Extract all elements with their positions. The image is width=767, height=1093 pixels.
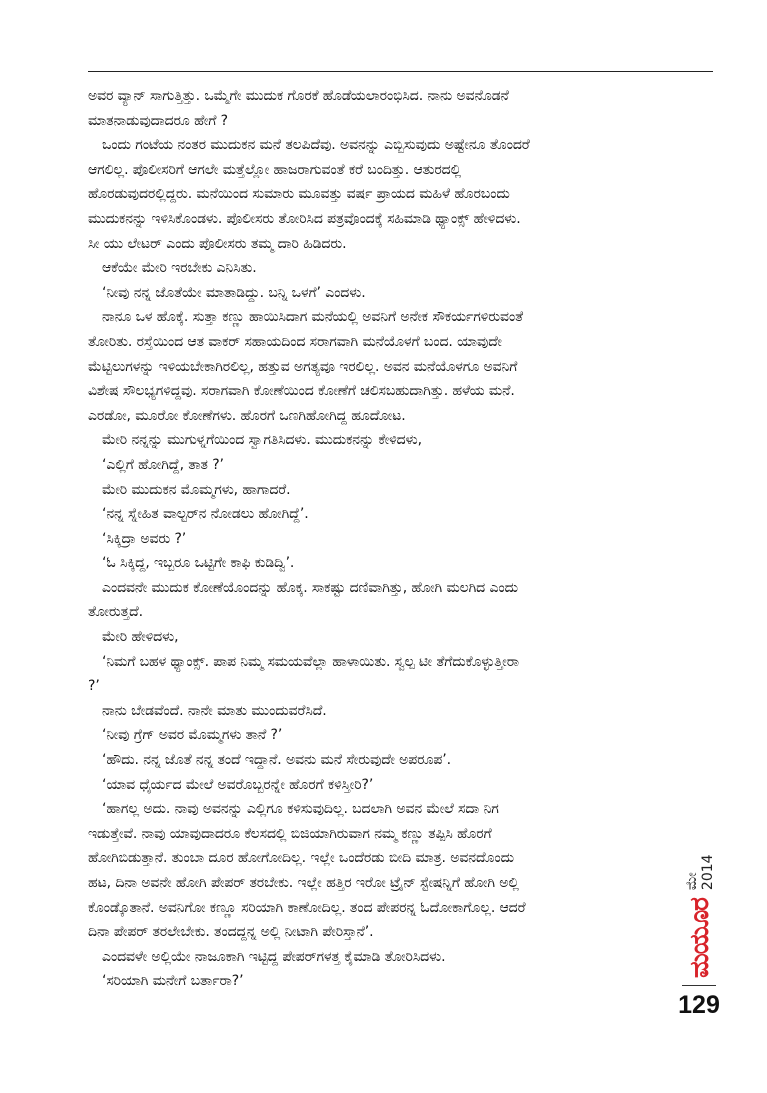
text-line: ?’ (88, 678, 100, 695)
text-line: ಕೊಂಡ್ಕೊತಾನೆ. ಅವನಿಗೋ ಕಣ್ಣೂ ಸರಿಯಾಗಿ ಕಾಣೋದಿಲ್ಲ. ತಂದ ಪೇಪರನ್ನ ಓದೋಕಾಗೊಲ್ಲ. ಆದರೆ (88, 899, 526, 916)
text-line: ಒಂದು ಗಂಟೆಯ ನಂತರ ಮುದುಕನ ಮನೆ ತಲಪಿದೆವು. ಅವನನ್ನು ಎಬ್ಬಿಸುವುದು ಅಷ್ಟೇನೂ ತೊಂದರೆ (102, 137, 530, 154)
text-line: ಮುದುಕನನ್ನು ಇಳಿಸಿಕೊಂಡಳು. ಪೊಲೀಸರು ತೋರಿಸಿದ ಪತ್ರವೊಂದಕ್ಕೆ ಸಹಿಮಾಡಿ ಥ್ಯಾಂಕ್ಸ್ ಹೇಳಿದಳು. (88, 210, 521, 227)
text-line: ‘ಎಲ್ಲಿಗೆ ಹೋಗಿದ್ದೆ, ತಾತ ?’ (102, 456, 224, 473)
text-line: ‘ಹಾಗಲ್ಲ ಅದು. ನಾವು ಅವನನ್ನು ಎಲ್ಲಿಗೂ ಕಳಿಸುವುದಿಲ್ಲ. ಬದಲಾಗಿ ಅವನ ಮೇಲೆ ಸದಾ ನಿಗ (102, 801, 499, 818)
text-line: ಮೇರಿ ನನ್ನನ್ನು ಮುಗುಳ್ನಗೆಯಿಂದ ಸ್ವಾಗತಿಸಿದಳು. ಮುದುಕನನ್ನು ಕೇಳಿದಳು, (102, 432, 422, 449)
issue-date: ಮೇ 2014 (684, 854, 716, 891)
page-number: 129 (678, 991, 720, 1019)
header-rule (88, 71, 713, 72)
article-body (88, 84, 676, 994)
text-line: ಎಂದವಳೇ ಅಲ್ಲಿಯೇ ನಾಜೂಕಾಗಿ ಇಟ್ಟಿದ್ದ ಪೇಪರ್‌ಗಳತ್ತ ಕೈಮಾಡಿ ತೋರಿಸಿದಳು. (102, 948, 446, 965)
text-line: ತೋರಿತು. ರಸ್ತೆಯಿಂದ ಆತ ವಾಕರ್ ಸಹಾಯದಿಂದ ಸರಾಗವಾಗಿ ಮನೆಯೊಳಗೆ ಬಂದ. ಯಾವುದೇ (88, 333, 502, 350)
page-number-rule (682, 985, 716, 986)
text-line: ‘ಓ ಸಿಕ್ಕಿದ್ದ, ಇಬ್ಬರೂ ಒಟ್ಟಿಗೇ ಕಾಫಿ ಕುಡಿದ್ವಿ’. (102, 555, 295, 572)
text-line: ಆಗಲಿಲ್ಲ. ಪೊಲೀಸರಿಗೆ ಆಗಲೇ ಮತ್ತೆಲ್ಲೋ ಹಾಜರಾಗುವಂತೆ ಕರೆ ಬಂದಿತ್ತು. ಆತುರದಲ್ಲಿ (88, 161, 462, 178)
text-line: ಎಂದವನೇ ಮುದುಕ ಕೋಣೆಯೊಂದನ್ನು ಹೊಕ್ಕ. ಸಾಕಷ್ಟು ದಣಿವಾಗಿತ್ತು, ಹೋಗಿ ಮಲಗಿದ ಎಂದು (102, 579, 518, 596)
text-line: ‘ನೀವು ನನ್ನ ಜೊತೆಯೇ ಮಾತಾಡಿದ್ದು. ಬನ್ನಿ ಒಳಗೆ’ ಎಂದಳು. (102, 284, 366, 301)
text-line: ಹೊರಡುವುದರಲ್ಲಿದ್ದರು. ಮನೆಯಿಂದ ಸುಮಾರು ಮೂವತ್ತು ವರ್ಷ ಪ್ರಾಯದ ಮಹಿಳೆ ಹೊರಬಂದು (88, 186, 510, 203)
text-line: ‘ಹೌದು. ನನ್ನ ಜೊತೆ ನನ್ನ ತಂದೆ ಇದ್ದಾನೆ. ಅವನು ಮನೆ ಸೇರುವುದೇ ಅಪರೂಪ’. (102, 752, 451, 769)
text-line: ಹಟ, ದಿನಾ ಅವನೇ ಹೋಗಿ ಪೇಪರ್ ತರಬೇಕು. ಇಲ್ಲೇ ಹತ್ತಿರ ಇರೋ ಟ್ರೈನ್ ಸ್ಟೇಷನ್ನಿಗೆ ಹೋಗಿ ಅಲ್ಲಿ (88, 875, 519, 891)
text-line: ಮೆಟ್ಟಿಲುಗಳನ್ನು ಇಳಿಯಬೇಕಾಗಿರಲಿಲ್ಲ, ಹತ್ತುವ ಅಗತ್ಯವೂ ಇರಲಿಲ್ಲ. ಅವನ ಮನೆಯೊಳಗೂ ಅವನಿಗೆ (88, 358, 518, 375)
text-line: ಹೋಗಿಬಿಡುತ್ತಾನೆ. ತುಂಬಾ ದೂರ ಹೋಗೋದಿಲ್ಲ. ಇಲ್ಲೇ ಒಂದೆರಡು ಬೀದಿ ಮಾತ್ರ. ಅವನದೊಂದು (88, 850, 514, 867)
text-line: ‘ಯಾವ ಧೈರ್ಯದ ಮೇಲೆ ಅವರೊಬ್ಬರನ್ನೇ ಹೊರಗೆ ಕಳಿಸ್ತೀರಿ?’ (102, 776, 374, 793)
text-line: ಎರಡೋ, ಮೂರೋ ಕೋಣೆಗಳು. ಹೊರಗೆ ಒಣಗಿಹೋಗಿದ್ದ ಹೂದೋಟ. (88, 407, 406, 424)
text-line: ‘ನನ್ನ ಸ್ನೇಹಿತ ವಾಲ್ಟರ್‌ನ ನೋಡಲು ಹೋಗಿದ್ದೆ’. (102, 506, 309, 523)
text-line: ಮೇರಿ ಹೇಳಿದಳು, (102, 629, 179, 646)
text-line: ‘ಸರಿಯಾಗಿ ಮನೇಗೆ ಬರ್ತಾರಾ?’ (102, 973, 244, 990)
text-line: ಮಾತನಾಡುವುದಾದರೂ ಹೇಗೆ ? (88, 112, 229, 129)
magazine-logo: ಮಯೂರ (685, 898, 715, 978)
text-line: ಮೇರಿ ಮುದುಕನ ಮೊಮ್ಮಗಳು, ಹಾಗಾದರೆ. (102, 481, 291, 498)
text-line: ಇಡುತ್ತೇವೆ. ನಾವು ಯಾವುದಾದರೂ ಕೆಲಸದಲ್ಲಿ ಬಿಜಿಯಾಗಿರುವಾಗ ನಮ್ಮ ಕಣ್ಣು ತಪ್ಪಿಸಿ ಹೊರಗೆ (88, 825, 492, 842)
magazine-sidebar (686, 836, 714, 980)
text-line: ‘ನೀವು ಗ್ರೆಗ್ ಅವರ ಮೊಮ್ಮಗಳು ತಾನೆ ?’ (102, 727, 283, 744)
text-line: ನಾನೂ ಒಳ ಹೊಕ್ಕೆ. ಸುತ್ತಾ ಕಣ್ಣು ಹಾಯಿಸಿದಾಗ ಮನೆಯಲ್ಲಿ ಅವನಿಗೆ ಅನೇಕ ಸೌಕರ್ಯಗಳಿರುವಂತೆ (102, 309, 523, 326)
text-line: ‘ಸಿಕ್ಕಿದ್ರಾ ಅವರು ?’ (102, 530, 187, 547)
text-line: ದಿನಾ ಪೇಪರ್ ತರಲೇಬೇಕು. ತಂದದ್ದನ್ನ ಅಲ್ಲಿ ನೀಟಾಗಿ ಪೇರಿಸ್ತಾನೆ’. (88, 924, 374, 941)
text-line: ಸೀ ಯು ಲೇಟರ್ ಎಂದು ಪೊಲೀಸರು ತಮ್ಮ ದಾರಿ ಹಿಡಿದರು. (88, 235, 347, 252)
text-line: ತೋರುತ್ತದೆ. (88, 604, 143, 621)
text-line: ‘ನಿಮಗೆ ಬಹಳ ಥ್ಯಾಂಕ್ಸ್. ಪಾಪ ನಿಮ್ಮ ಸಮಯವೆಲ್ಲಾ ಹಾಳಾಯಿತು. ಸ್ವಲ್ಪ ಟೀ ತೆಗೆದುಕೊಳ್ಳುತ್ತೀರಾ (102, 653, 519, 670)
text-line: ವಿಶೇಷ ಸೌಲಭ್ಯಗಳಿದ್ದವು. ಸರಾಗವಾಗಿ ಕೋಣೆಯಿಂದ ಕೋಣೆಗೆ ಚಲಿಸಬಹುದಾಗಿತ್ತು. ಹಳೆಯ ಮನೆ. (88, 383, 515, 400)
text-line: ನಾನು ಬೇಡವೆಂದೆ. ನಾನೇ ಮಾತು ಮುಂದುವರೆಸಿದೆ. (102, 702, 327, 719)
text-line: ಆಕೆಯೇ ಮೇರಿ ಇರಬೇಕು ಎನಿಸಿತು. (102, 260, 257, 277)
masthead-strip (686, 836, 714, 980)
text-line: ಅವರ ವ್ಯಾನ್ ಸಾಗುತ್ತಿತ್ತು. ಒಮ್ಮೆಗೇ ಮುದುಕ ಗೊರಕೆ ಹೊಡೆಯಲಾರಂಭಿಸಿದ. ನಾನು ಅವನೊಡನೆ (88, 88, 509, 104)
